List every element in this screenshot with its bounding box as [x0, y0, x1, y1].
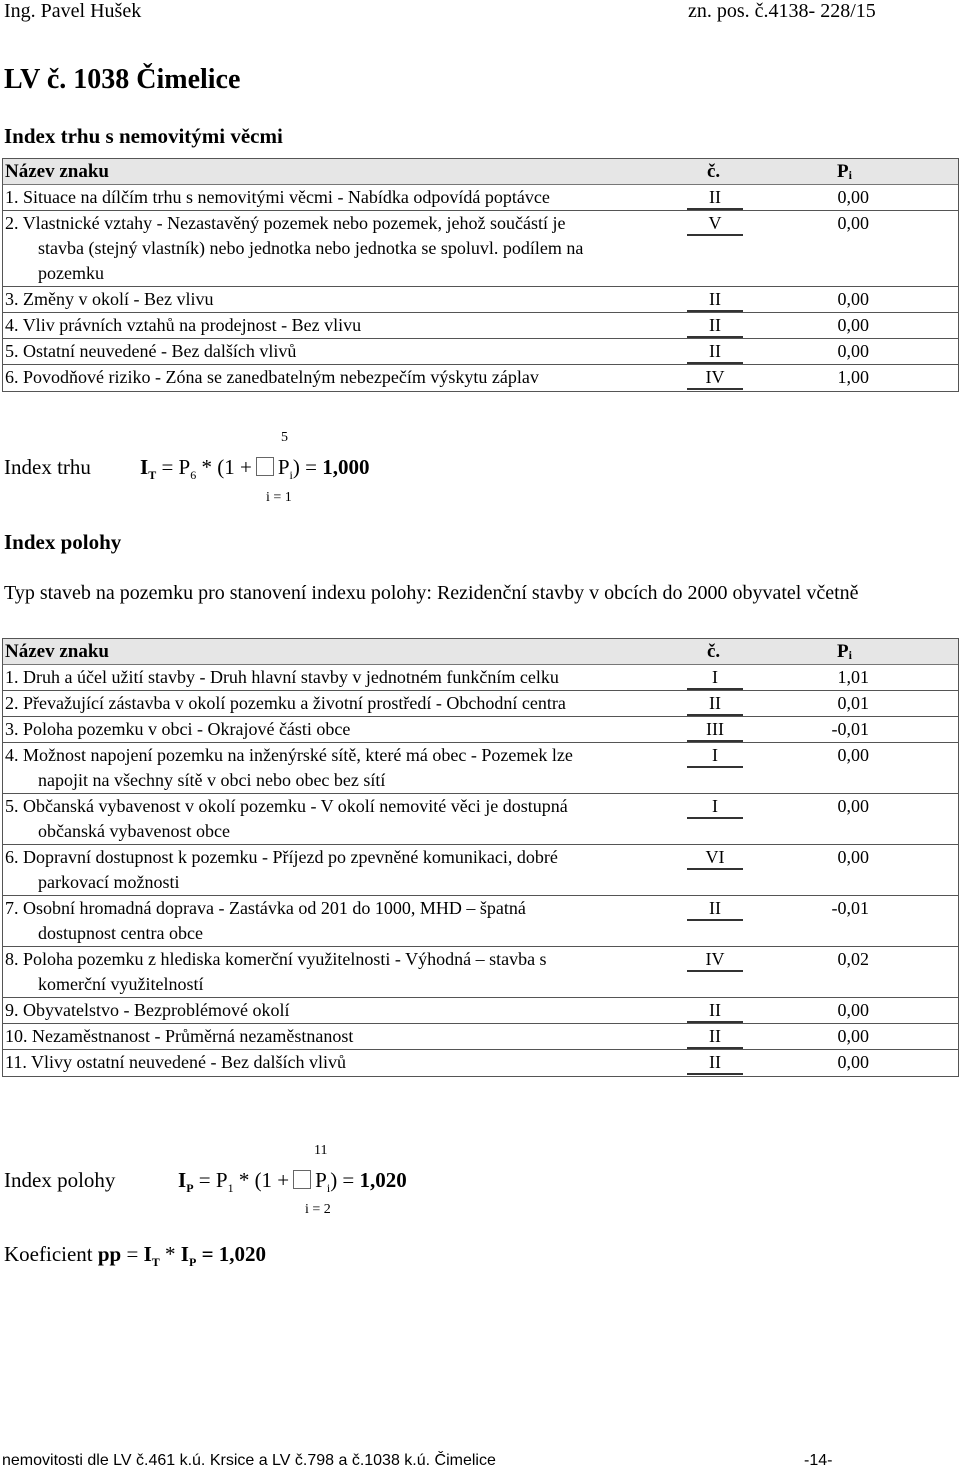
row-class: III [687, 717, 743, 742]
row-class: VI [687, 845, 743, 870]
formula-label: Index trhu [4, 455, 91, 479]
row-class: II [687, 691, 743, 716]
location-index-formula [4, 1168, 604, 1198]
sum-upper-limit: 5 [281, 430, 288, 445]
row-text: 4. Vliv právních vztahů na prodejnost - Bez vlivu [5, 315, 362, 335]
row-text: 3. Poloha pozemku v obci - Okrajové části obce [5, 719, 351, 739]
location-index-rows [3, 665, 958, 1076]
row-text: 6. Dopravní dostupnost k pozemku - Příjezd po zpevněné komunikaci, dobré parkovací možnosti [5, 847, 558, 892]
row-text: 2. Převažující zástavba v okolí pozemku a životní prostředí - Obchodní centra [5, 693, 566, 713]
row-class: II [687, 1024, 743, 1049]
row-value: 0,00 [837, 1000, 869, 1020]
col-value-header: $P_i$ [837, 641, 852, 662]
formula-expression: $I_T = P_6 * (1 + P_i) = 1,000$ [140, 455, 370, 483]
row-class: V [687, 211, 743, 236]
row-class: II [687, 1050, 743, 1075]
row-text: 7. Osobní hromadná doprava - Zastávka od 201 do 1000, MHD – špatná dostupnost centra obce [5, 898, 526, 943]
col-name-header: Název znaku [5, 161, 109, 182]
page-header [0, 0, 960, 28]
row-value: -0,01 [831, 719, 869, 739]
row-value: 0,01 [837, 693, 869, 713]
row-text: 4. Možnost napojení pozemku na inženýrské sítě, které má obec - Pozemek lze napojit na všechny sítě v obci nebo obec bez sítí [5, 745, 573, 790]
row-value: 0,00 [837, 745, 869, 765]
market-index-heading: Index trhu s nemovitými věcmi [4, 124, 283, 148]
location-index-table [2, 638, 959, 1077]
page-footer [0, 1452, 960, 1470]
coefficient-line: Koeficient pp = $I_T * I_P = 1,020$ [4, 1242, 267, 1270]
row-text: 9. Obyvatelstvo - Bezproblémové okolí [5, 1000, 290, 1020]
row-value: 0,00 [837, 796, 869, 816]
row-value: -0,01 [831, 898, 869, 918]
header-reference: zn. pos. č.4138- 228/15 [688, 0, 876, 22]
sum-lower-limit: i = 1 [266, 490, 292, 505]
table-row [3, 313, 958, 339]
table-header [3, 639, 958, 665]
location-index-result: 1,020 [359, 1168, 407, 1192]
row-class: I [687, 743, 743, 768]
formula-label: Index polohy [4, 1168, 116, 1192]
row-class: II [687, 896, 743, 921]
col-class-header: č. [707, 161, 721, 182]
col-name-header: Název znaku [5, 641, 109, 662]
table-row [3, 794, 958, 845]
row-class: II [687, 339, 743, 364]
row-class: II [687, 287, 743, 312]
row-class: I [687, 794, 743, 819]
row-text: 5. Ostatní neuvedené - Bez dalších vlivů [5, 341, 297, 361]
table-row [3, 743, 958, 794]
table-row [3, 185, 958, 211]
row-class: II [687, 998, 743, 1023]
row-value: 0,02 [837, 949, 869, 969]
sum-lower-limit: i = 2 [305, 1202, 331, 1217]
row-text: 8. Poloha pozemku z hlediska komerční využitelnosti - Výhodná – stavba s komerční využitelností [5, 949, 547, 994]
row-value: 0,00 [837, 213, 869, 233]
row-text: 5. Občanská vybavenost v okolí pozemku - V okolí nemovité věci je dostupná občanská vybavenost obce [5, 796, 568, 841]
sum-upper-limit: 11 [314, 1143, 328, 1158]
table-row [3, 339, 958, 365]
row-class: I [687, 665, 743, 690]
table-row [3, 845, 958, 896]
row-text: 1. Druh a účel užití stavby - Druh hlavní stavby v jednotném funkčním celku [5, 667, 559, 687]
row-class: IV [687, 365, 743, 390]
formula-expression: $I_P = P_1 * (1 + P_i) = 1,020$ [178, 1168, 407, 1196]
table-row [3, 211, 958, 287]
table-row [3, 717, 958, 743]
row-text: 11. Vlivy ostatní neuvedené - Bez dalších vlivů [5, 1052, 346, 1072]
table-row [3, 665, 958, 691]
location-index-heading: Index polohy [4, 530, 122, 554]
building-type-text: Typ staveb na pozemku pro stanovení indexu polohy: Rezidenční stavby v obcích do 2000 obyvatel včetně [4, 582, 859, 604]
document-title: LV č. 1038 Čimelice [4, 64, 241, 95]
sum-symbol-icon [256, 457, 274, 476]
col-class-header: č. [707, 641, 721, 662]
row-value: 0,00 [837, 1052, 869, 1072]
row-value: 0,00 [837, 847, 869, 867]
row-class: IV [687, 947, 743, 972]
row-value: 0,00 [837, 289, 869, 309]
row-text: 10. Nezaměstnanost - Průměrná nezaměstnanost [5, 1026, 354, 1046]
market-index-table [2, 158, 959, 392]
header-author: Ing. Pavel Hušek [4, 0, 142, 22]
table-row [3, 1050, 958, 1076]
row-value: 0,00 [837, 187, 869, 207]
sum-symbol-icon [293, 1170, 311, 1189]
table-header [3, 159, 958, 185]
row-value: 0,00 [837, 315, 869, 335]
table-row [3, 691, 958, 717]
market-index-result: 1,000 [322, 455, 370, 479]
row-value: 1,01 [837, 667, 869, 687]
row-text: 1. Situace na dílčím trhu s nemovitými věcmi - Nabídka odpovídá poptávce [5, 187, 550, 207]
table-row [3, 998, 958, 1024]
row-value: 0,00 [837, 1026, 869, 1046]
coefficient-result: = 1,020 [201, 1242, 267, 1266]
footer-text: nemovitosti dle LV č.461 k.ú. Krsice a LV č.798 a č.1038 k.ú. Čimelice [2, 1452, 496, 1469]
row-text: 3. Změny v okolí - Bez vlivu [5, 289, 214, 309]
market-index-formula [4, 455, 604, 485]
table-row [3, 287, 958, 313]
table-row [3, 365, 958, 391]
row-class: II [687, 313, 743, 338]
market-index-rows [3, 185, 958, 391]
table-row [3, 896, 958, 947]
row-value: 1,00 [837, 367, 869, 387]
table-row [3, 947, 958, 998]
col-value-header: $P_i$ [837, 161, 852, 182]
row-class: II [687, 185, 743, 210]
row-text: 2. Vlastnické vztahy - Nezastavěný pozemek nebo pozemek, jehož součástí je stavba (stejný vlastník) nebo jednotka nebo jednotka se spoluvl. podílem na pozemku [5, 213, 584, 283]
row-text: 6. Povodňové riziko - Zóna se zanedbatelným nebezpečím výskytu záplav [5, 367, 539, 387]
table-row [3, 1024, 958, 1050]
row-value: 0,00 [837, 341, 869, 361]
page-number: -14- [804, 1452, 833, 1469]
